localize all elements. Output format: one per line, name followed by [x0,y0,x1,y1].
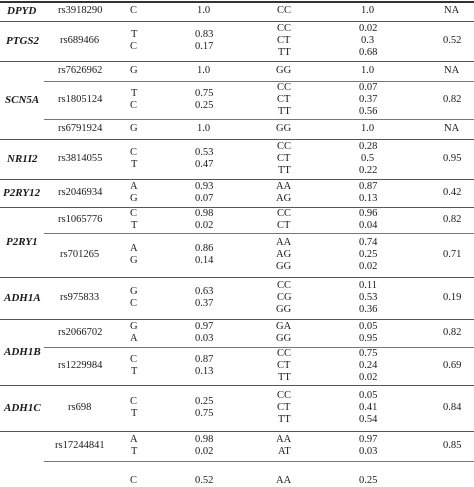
genotype-frequency: 0.24 [359,360,378,371]
allele-frequency: 0.25 [195,396,214,407]
allele-frequency: 0.03 [195,333,214,344]
allele: A [130,434,138,445]
gene-name: SCN5A [5,94,40,106]
allele: T [131,408,138,419]
gene-name: PTGS2 [6,35,39,47]
genotype-frequency: 1.0 [361,123,375,134]
genotype-frequency: 0.03 [359,446,378,457]
genotype-frequency: 0.11 [359,280,377,291]
p-value: 0.19 [443,292,462,303]
allele: C [130,208,138,219]
allele: C [130,354,138,365]
genotype: CT [277,153,291,164]
allele: T [131,220,138,231]
allele-frequency: 0.02 [195,446,214,457]
allele: C [130,5,138,16]
snp-id: rs1065776 [58,214,103,225]
genotype: CT [277,94,291,105]
allele-frequency: 0.47 [195,159,214,170]
gene-name: ADH1C [4,402,41,414]
genotype: CC [277,23,292,34]
genotype: AA [276,237,292,248]
genotype: TT [278,372,291,383]
gene-name: DPYD [7,5,37,17]
genotype: CT [277,35,291,46]
p-value: 0.69 [443,360,462,371]
allele-frequency: 0.37 [195,298,214,309]
genotype-frequency: 1.0 [361,65,375,76]
allele: T [131,446,138,457]
allele: G [130,123,138,134]
genotype: TT [278,414,291,425]
snp-id: rs975833 [60,292,100,303]
genotype: AA [276,475,292,486]
genotype: GG [276,123,292,134]
genotype: CT [277,360,291,371]
p-value: 0.85 [443,440,462,451]
p-value: 0.52 [443,35,462,46]
genotype: CC [277,390,292,401]
p-value: NA [444,65,460,76]
genotype-frequency: 0.02 [359,23,378,34]
genotype: CC [277,348,292,359]
allele-frequency: 0.75 [195,88,214,99]
allele: C [130,298,138,309]
genotype-frequency: 0.5 [361,153,375,164]
allele: C [130,475,138,486]
allele: C [130,396,138,407]
p-value: 0.84 [443,402,462,413]
genotype-frequency: 0.95 [359,333,378,344]
table-rule [44,233,474,234]
genotype-frequency: 0.05 [359,321,378,332]
snp-id: rs1229984 [58,360,103,371]
allele-frequency: 0.98 [195,208,214,219]
genotype: CC [277,82,292,93]
genotype-frequency: 0.97 [359,434,378,445]
genotype: TT [278,165,291,176]
snp-id: rs689466 [60,35,100,46]
gene-name: ADH1B [4,346,41,358]
allele: G [130,321,138,332]
table-rule [0,21,474,22]
genotype: TT [278,106,291,117]
genotype-frequency: 0.25 [359,475,378,486]
snp-id: rs17244841 [55,440,105,451]
genotype: AG [276,249,292,260]
genotype-frequency: 0.13 [359,193,378,204]
snp-id: rs3918290 [58,5,103,16]
table-rule [44,461,474,462]
genotype: CC [277,141,292,152]
genotype-frequency: 0.22 [359,165,378,176]
p-value: 0.82 [443,327,462,338]
genotype: GG [276,261,292,272]
table-rule [0,385,474,386]
allele: G [130,65,138,76]
gene-name: NR1I2 [7,153,38,165]
snp-id: rs2046934 [58,187,103,198]
allele-frequency: 0.14 [195,255,214,266]
genotype: CC [277,5,292,16]
genotype-frequency: 0.54 [359,414,378,425]
gene-name: ADH1A [4,292,41,304]
allele: A [130,243,138,254]
genotype: AT [278,446,291,457]
allele: A [130,333,138,344]
genotype-frequency: 0.07 [359,82,378,93]
genotype-frequency: 0.36 [359,304,378,315]
genotype: CT [277,402,291,413]
allele-frequency: 0.83 [195,29,214,40]
genotype-frequency: 0.56 [359,106,378,117]
genotype: AG [276,193,292,204]
genotype: GA [276,321,292,332]
allele-frequency: 0.93 [195,181,214,192]
genotype-frequency: 0.05 [359,390,378,401]
snp-id: rs2066702 [58,327,103,338]
allele-frequency: 0.87 [195,354,214,365]
allele: T [131,159,138,170]
allele-frequency: 0.97 [195,321,214,332]
snp-id: rs7626962 [58,65,103,76]
genotype-frequency: 0.02 [359,372,378,383]
genotype: CT [277,220,291,231]
allele-frequency: 1.0 [197,5,211,16]
genotype-frequency: 0.04 [359,220,378,231]
genotype-frequency: 0.87 [359,181,378,192]
allele-frequency: 0.86 [195,243,214,254]
table-rule [0,319,474,320]
p-value: NA [444,5,460,16]
genotype-frequency: 0.74 [359,237,378,248]
gene-name: P2RY12 [3,187,41,199]
genotype: GG [276,304,292,315]
genotype-frequency: 0.02 [359,261,378,272]
allele-frequency: 0.13 [195,366,214,377]
allele-frequency: 0.17 [195,41,214,52]
snp-id: rs701265 [60,249,100,260]
allele: C [130,41,138,52]
snp-id: rs6791924 [58,123,103,134]
genotype-frequency: 0.41 [359,402,378,413]
allele: A [130,181,138,192]
table-rule [0,431,474,432]
p-value: NA [444,123,460,134]
allele-frequency: 0.02 [195,220,214,231]
allele-frequency: 0.53 [195,147,214,158]
genotype-frequency: 0.37 [359,94,378,105]
p-value: 0.82 [443,214,462,225]
allele: T [131,29,138,40]
allele-frequency: 0.07 [195,193,214,204]
allele-frequency: 0.63 [195,286,214,297]
table-rule [0,139,474,140]
allele-frequency: 0.52 [195,475,214,486]
table-rule [0,61,474,62]
genotype: AA [276,434,292,445]
p-value: 0.95 [443,153,462,164]
genotype-frequency: 0.96 [359,208,378,219]
genotype-frequency: 1.0 [361,5,375,16]
table-rule [0,277,474,278]
genotype: TT [278,47,291,58]
genotype: CG [277,292,292,303]
table-rule [0,207,474,208]
genotype: GG [276,333,292,344]
genotype-frequency: 0.28 [359,141,378,152]
p-value: 0.82 [443,94,462,105]
allele: C [130,147,138,158]
table-rule [44,81,474,82]
p-value: 0.71 [443,249,462,260]
p-value: 0.42 [443,187,462,198]
genotype: CC [277,208,292,219]
gene-name: P2RY1 [6,236,38,248]
table-rule [44,119,474,120]
snp-id: rs1805124 [58,94,103,105]
snp-id: rs698 [68,402,92,413]
allele-frequency: 0.25 [195,100,214,111]
genotype-frequency: 0.25 [359,249,378,260]
allele-frequency: 0.75 [195,408,214,419]
table-rule [0,179,474,180]
table-rule [44,347,474,348]
genotype-frequency: 0.3 [361,35,375,46]
snp-id: rs3814055 [58,153,103,164]
genotype: GG [276,65,292,76]
genotype-frequency: 0.68 [359,47,378,58]
allele: G [130,255,138,266]
genotype: AA [276,181,292,192]
genotype-frequency: 0.75 [359,348,378,359]
allele: C [130,100,138,111]
allele: T [131,88,138,99]
allele-frequency: 0.98 [195,434,214,445]
allele-frequency: 1.0 [197,123,211,134]
table-rule [0,1,474,3]
genotype: CC [277,280,292,291]
allele-frequency: 1.0 [197,65,211,76]
allele: T [131,366,138,377]
allele: G [130,193,138,204]
allele: G [130,286,138,297]
genotype-frequency: 0.53 [359,292,378,303]
